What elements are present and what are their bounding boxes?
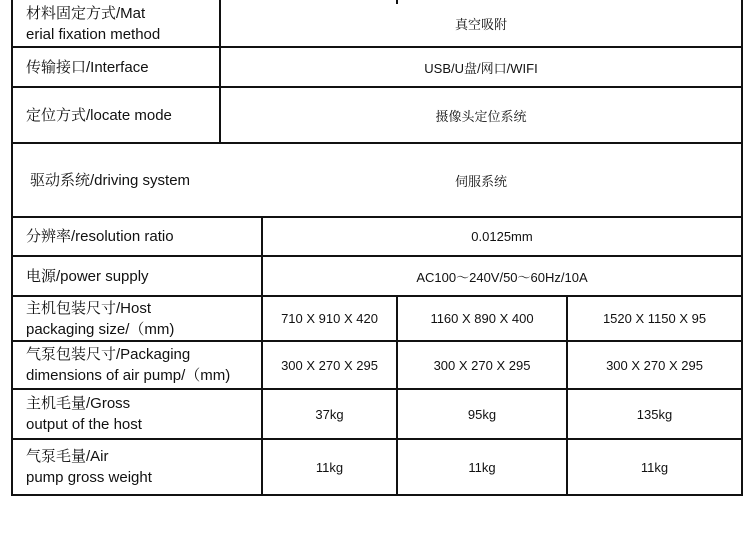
row-value-fixation: 真空吸附 [454, 17, 507, 32]
grid-line [219, 0, 221, 143]
grid-line [11, 46, 743, 48]
row-label-driving-system: 驱动系统/driving system [30, 171, 191, 189]
row-value-driving-system: 伺服系统 [454, 173, 507, 189]
row-label-resolution: 分辨率/resolution ratio [26, 228, 174, 245]
grid-line [11, 0, 13, 496]
grid-line [11, 216, 743, 218]
grid-line [566, 296, 568, 496]
row-value-air-pump-packaging-3: 300 X 270 X 295 [606, 357, 703, 373]
row-value-resolution: 0.0125mm [471, 229, 533, 244]
row-value-air-pump-gross-1: 11kg [315, 459, 344, 475]
row-label-interface: 传输接口/Interface [26, 58, 149, 76]
row-label-host-gross: 主机毛量/Gross output of the host [26, 395, 142, 433]
grid-line [11, 142, 743, 144]
grid-line [741, 0, 743, 496]
row-label-power-supply: 电源/power supply [26, 267, 149, 285]
grid-line [11, 494, 743, 496]
grid-line [261, 217, 263, 496]
row-value-host-packaging-1: 710 X 910 X 420 [281, 311, 378, 326]
grid-line [11, 340, 743, 342]
row-value-interface: USB/U盘/网口/WIFI [424, 60, 538, 76]
row-value-power-supply: AC100～240V/50～60Hz/10A [416, 269, 588, 285]
row-value-host-gross-1: 37kg [315, 406, 344, 422]
row-label-air-pump-gross: 气泵毛量/Air pump gross weight [26, 448, 152, 486]
row-value-locate-mode: 摄像头定位系统 [435, 108, 527, 124]
row-value-host-packaging-3: 1520 X 1150 X 95 [602, 311, 707, 326]
row-value-host-packaging-2: 1160 X 890 X 400 [430, 311, 534, 326]
row-value-host-gross-2: 95kg [467, 406, 497, 422]
grid-line [11, 295, 743, 297]
grid-line [396, 0, 398, 4]
row-value-air-pump-packaging-1: 300 X 270 X 295 [281, 357, 378, 373]
row-value-air-pump-packaging-2: 300 X 270 X 295 [433, 357, 531, 373]
grid-line [11, 388, 743, 390]
grid-line [11, 86, 743, 88]
row-label-locate-mode: 定位方式/locate mode [26, 106, 172, 124]
grid-line [396, 296, 398, 496]
row-value-air-pump-gross-3: 11kg [640, 459, 669, 475]
row-value-host-gross-3: 135kg [636, 406, 673, 422]
grid-line [11, 438, 743, 440]
row-label-host-packaging: 主机包装尺寸/Host packaging size/（mm) [26, 299, 175, 338]
grid-line [11, 255, 743, 257]
row-label-air-pump-packaging: 气泵包装尺寸/Packaging dimensions of air pump/（mm) [26, 346, 231, 384]
row-label-fixation: 材料固定方式/Mat erial fixation method [26, 4, 161, 43]
row-value-air-pump-gross-2: 11kg [468, 459, 496, 475]
